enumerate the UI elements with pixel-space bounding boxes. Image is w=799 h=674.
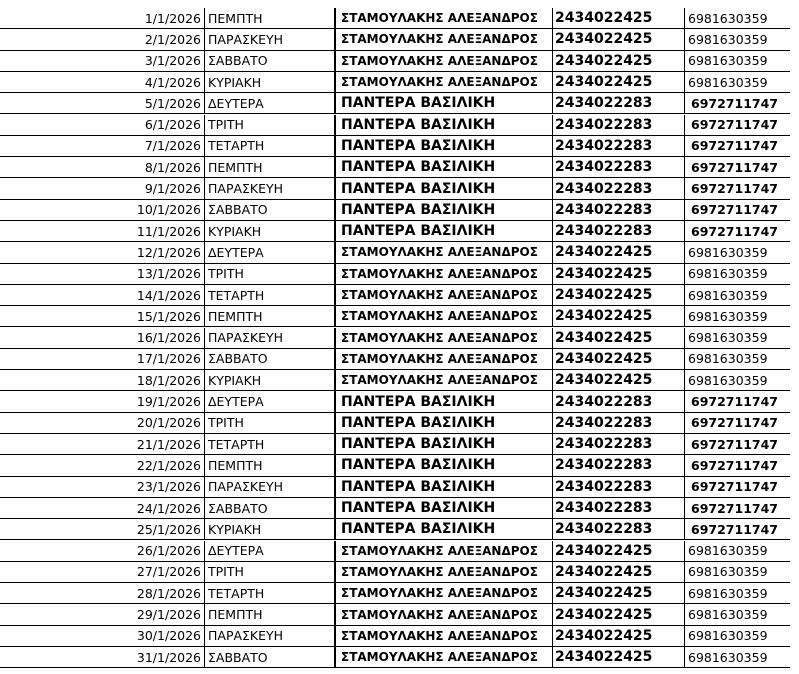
doctor-name-cell: ΠΑΝΤΕΡΑ ΒΑΣΙΛΙΚΗ (334, 93, 552, 113)
table-row (0, 519, 790, 540)
day-cell: ΣΑΒΒΑΤΟ (204, 51, 334, 71)
phone-cell: 2434022283 (552, 413, 684, 433)
day-cell: ΤΕΤΑΡΤΗ (204, 285, 334, 305)
mobile-cell: 6981630359 (684, 72, 790, 92)
mobile-cell: 6981630359 (684, 647, 790, 667)
date-cell: 7/1/2026 (144, 138, 201, 154)
phone-cell: 2434022283 (552, 498, 684, 518)
phone-cell: 2434022425 (552, 8, 684, 28)
phone-cell: 2434022283 (552, 178, 684, 198)
date-cell: 14/1/2026 (136, 287, 201, 303)
day-cell: ΠΕΜΠΤΗ (204, 157, 334, 177)
doctor-name-cell: ΠΑΝΤΕΡΑ ΒΑΣΙΛΙΚΗ (334, 498, 552, 518)
mobile-cell: 6972711747 (684, 477, 790, 497)
day-cell: ΤΡΙΤΗ (204, 115, 334, 135)
table-row (0, 264, 790, 285)
mobile-cell: 6972711747 (684, 93, 790, 113)
phone-cell: 2434022283 (552, 477, 684, 497)
day-cell: ΤΕΤΑΡΤΗ (204, 583, 334, 603)
doctor-name-cell: ΠΑΝΤΕΡΑ ΒΑΣΙΛΙΚΗ (334, 200, 552, 220)
table-row (0, 51, 790, 72)
table-row (0, 434, 790, 455)
mobile-cell: 6981630359 (684, 626, 790, 646)
phone-cell: 2434022425 (552, 349, 684, 369)
day-cell: ΚΥΡΙΑΚΗ (204, 370, 334, 390)
phone-cell: 2434022283 (552, 391, 684, 411)
day-cell: ΤΕΤΑΡΤΗ (204, 136, 334, 156)
date-cell: 17/1/2026 (136, 351, 201, 367)
date-cell: 26/1/2026 (136, 543, 201, 559)
date-cell: 19/1/2026 (136, 394, 201, 410)
mobile-cell: 6972711747 (684, 519, 790, 539)
table-row (0, 93, 790, 114)
mobile-cell: 6972711747 (684, 157, 790, 177)
doctor-name-cell: ΣΤΑΜΟΥΛΑΚΗΣ ΑΛΕΞΑΝΔΡΟΣ (334, 328, 552, 348)
date-cell: 2/1/2026 (144, 31, 201, 47)
table-row (0, 498, 790, 519)
day-cell: ΤΕΤΑΡΤΗ (204, 434, 334, 454)
doctor-name-cell: ΣΤΑΜΟΥΛΑΚΗΣ ΑΛΕΞΑΝΔΡΟΣ (334, 541, 552, 561)
table-row (0, 583, 790, 604)
date-cell: 13/1/2026 (136, 266, 201, 282)
mobile-cell: 6972711747 (684, 221, 790, 241)
mobile-cell: 6972711747 (684, 455, 790, 475)
phone-cell: 2434022425 (552, 604, 684, 624)
mobile-cell: 6981630359 (684, 8, 790, 28)
doctor-name-cell: ΣΤΑΜΟΥΛΑΚΗΣ ΑΛΕΞΑΝΔΡΟΣ (334, 285, 552, 305)
day-cell: ΠΕΜΠΤΗ (204, 306, 334, 326)
phone-cell: 2434022425 (552, 29, 684, 49)
table-row (0, 455, 790, 476)
table-row (0, 136, 790, 157)
phone-cell: 2434022425 (552, 626, 684, 646)
phone-cell: 2434022425 (552, 328, 684, 348)
table-row (0, 328, 790, 349)
phone-cell: 2434022425 (552, 51, 684, 71)
doctor-name-cell: ΣΤΑΜΟΥΛΑΚΗΣ ΑΛΕΞΑΝΔΡΟΣ (334, 370, 552, 390)
day-cell: ΔΕΥΤΕΡΑ (204, 93, 334, 113)
day-cell: ΠΑΡΑΣΚΕΥΗ (204, 29, 334, 49)
day-cell: ΚΥΡΙΑΚΗ (204, 72, 334, 92)
date-cell: 4/1/2026 (144, 74, 201, 90)
table-row (0, 391, 790, 412)
mobile-cell: 6981630359 (684, 51, 790, 71)
day-cell: ΠΕΜΠΤΗ (204, 455, 334, 475)
day-cell: ΣΑΒΒΑΤΟ (204, 498, 334, 518)
phone-cell: 2434022425 (552, 242, 684, 262)
day-cell: ΠΑΡΑΣΚΕΥΗ (204, 477, 334, 497)
day-cell: ΠΑΡΑΣΚΕΥΗ (204, 626, 334, 646)
date-cell: 23/1/2026 (136, 479, 201, 495)
phone-cell: 2434022425 (552, 583, 684, 603)
mobile-cell: 6972711747 (684, 391, 790, 411)
phone-cell: 2434022283 (552, 455, 684, 475)
table-row (0, 72, 790, 93)
date-cell: 28/1/2026 (136, 585, 201, 601)
mobile-cell: 6972711747 (684, 434, 790, 454)
doctor-name-cell: ΣΤΑΜΟΥΛΑΚΗΣ ΑΛΕΞΑΝΔΡΟΣ (334, 604, 552, 624)
doctor-name-cell: ΠΑΝΤΕΡΑ ΒΑΣΙΛΙΚΗ (334, 477, 552, 497)
phone-cell: 2434022425 (552, 72, 684, 92)
date-cell: 25/1/2026 (136, 521, 201, 537)
mobile-cell: 6981630359 (684, 370, 790, 390)
mobile-cell: 6981630359 (684, 264, 790, 284)
mobile-cell: 6981630359 (684, 306, 790, 326)
date-cell: 18/1/2026 (136, 372, 201, 388)
doctor-name-cell: ΠΑΝΤΕΡΑ ΒΑΣΙΛΙΚΗ (334, 413, 552, 433)
mobile-cell: 6981630359 (684, 29, 790, 49)
date-cell: 21/1/2026 (136, 436, 201, 452)
table-row (0, 541, 790, 562)
date-cell: 6/1/2026 (144, 117, 201, 133)
date-cell: 16/1/2026 (136, 330, 201, 346)
phone-cell: 2434022425 (552, 370, 684, 390)
table-row (0, 178, 790, 199)
doctor-name-cell: ΣΤΑΜΟΥΛΑΚΗΣ ΑΛΕΞΑΝΔΡΟΣ (334, 72, 552, 92)
phone-cell: 2434022283 (552, 136, 684, 156)
day-cell: ΚΥΡΙΑΚΗ (204, 519, 334, 539)
mobile-cell: 6972711747 (684, 498, 790, 518)
doctor-name-cell: ΠΑΝΤΕΡΑ ΒΑΣΙΛΙΚΗ (334, 519, 552, 539)
doctor-name-cell: ΣΤΑΜΟΥΛΑΚΗΣ ΑΛΕΞΑΝΔΡΟΣ (334, 29, 552, 49)
doctor-name-cell: ΣΤΑΜΟΥΛΑΚΗΣ ΑΛΕΞΑΝΔΡΟΣ (334, 583, 552, 603)
day-cell: ΠΑΡΑΣΚΕΥΗ (204, 328, 334, 348)
phone-cell: 2434022283 (552, 115, 684, 135)
day-cell: ΠΕΜΠΤΗ (204, 604, 334, 624)
table-row (0, 647, 790, 668)
table-row (0, 306, 790, 327)
day-cell: ΔΕΥΤΕΡΑ (204, 391, 334, 411)
day-cell: ΠΑΡΑΣΚΕΥΗ (204, 178, 334, 198)
date-cell: 8/1/2026 (144, 159, 201, 175)
day-cell: ΣΑΒΒΑΤΟ (204, 647, 334, 667)
doctor-name-cell: ΠΑΝΤΕΡΑ ΒΑΣΙΛΙΚΗ (334, 136, 552, 156)
doctor-name-cell: ΠΑΝΤΕΡΑ ΒΑΣΙΛΙΚΗ (334, 157, 552, 177)
table-row (0, 200, 790, 221)
date-cell: 24/1/2026 (136, 500, 201, 516)
table-row (0, 242, 790, 263)
phone-cell: 2434022283 (552, 157, 684, 177)
phone-cell: 2434022425 (552, 541, 684, 561)
date-cell: 31/1/2026 (136, 649, 201, 665)
date-cell: 11/1/2026 (136, 223, 201, 239)
doctor-name-cell: ΣΤΑΜΟΥΛΑΚΗΣ ΑΛΕΞΑΝΔΡΟΣ (334, 626, 552, 646)
day-cell: ΔΕΥΤΕΡΑ (204, 242, 334, 262)
doctor-name-cell: ΠΑΝΤΕΡΑ ΒΑΣΙΛΙΚΗ (334, 115, 552, 135)
mobile-cell: 6981630359 (684, 242, 790, 262)
mobile-cell: 6981630359 (684, 349, 790, 369)
doctor-name-cell: ΣΤΑΜΟΥΛΑΚΗΣ ΑΛΕΞΑΝΔΡΟΣ (334, 306, 552, 326)
table-row (0, 626, 790, 647)
day-cell: ΣΑΒΒΑΤΟ (204, 200, 334, 220)
day-cell: ΠΕΜΠΤΗ (204, 8, 334, 28)
phone-cell: 2434022283 (552, 200, 684, 220)
date-cell: 20/1/2026 (136, 415, 201, 431)
doctor-name-cell: ΠΑΝΤΕΡΑ ΒΑΣΙΛΙΚΗ (334, 178, 552, 198)
table-row (0, 349, 790, 370)
doctor-name-cell: ΣΤΑΜΟΥΛΑΚΗΣ ΑΛΕΞΑΝΔΡΟΣ (334, 647, 552, 667)
date-cell: 10/1/2026 (136, 202, 201, 218)
mobile-cell: 6972711747 (684, 136, 790, 156)
date-cell: 1/1/2026 (144, 10, 201, 26)
table-row (0, 115, 790, 136)
mobile-cell: 6972711747 (684, 178, 790, 198)
day-cell: ΚΥΡΙΑΚΗ (204, 221, 334, 241)
doctor-name-cell: ΣΤΑΜΟΥΛΑΚΗΣ ΑΛΕΞΑΝΔΡΟΣ (334, 264, 552, 284)
doctor-name-cell: ΣΤΑΜΟΥΛΑΚΗΣ ΑΛΕΞΑΝΔΡΟΣ (334, 51, 552, 71)
mobile-cell: 6981630359 (684, 328, 790, 348)
phone-cell: 2434022425 (552, 306, 684, 326)
phone-cell: 2434022425 (552, 647, 684, 667)
table-row (0, 604, 790, 625)
mobile-cell: 6972711747 (684, 115, 790, 135)
phone-cell: 2434022425 (552, 562, 684, 582)
date-cell: 15/1/2026 (136, 308, 201, 324)
doctor-name-cell: ΠΑΝΤΕΡΑ ΒΑΣΙΛΙΚΗ (334, 434, 552, 454)
mobile-cell: 6981630359 (684, 604, 790, 624)
table-row (0, 477, 790, 498)
day-cell: ΤΡΙΤΗ (204, 562, 334, 582)
phone-cell: 2434022425 (552, 285, 684, 305)
doctor-name-cell: ΣΤΑΜΟΥΛΑΚΗΣ ΑΛΕΞΑΝΔΡΟΣ (334, 349, 552, 369)
mobile-cell: 6981630359 (684, 583, 790, 603)
doctor-name-cell: ΠΑΝΤΕΡΑ ΒΑΣΙΛΙΚΗ (334, 391, 552, 411)
table-row (0, 221, 790, 242)
date-cell: 30/1/2026 (136, 628, 201, 644)
date-cell: 29/1/2026 (136, 607, 201, 623)
day-cell: ΣΑΒΒΑΤΟ (204, 349, 334, 369)
table-row (0, 29, 790, 50)
phone-cell: 2434022283 (552, 93, 684, 113)
doctor-name-cell: ΣΤΑΜΟΥΛΑΚΗΣ ΑΛΕΞΑΝΔΡΟΣ (334, 242, 552, 262)
mobile-cell: 6981630359 (684, 541, 790, 561)
table-row (0, 285, 790, 306)
phone-cell: 2434022283 (552, 221, 684, 241)
day-cell: ΤΡΙΤΗ (204, 264, 334, 284)
phone-cell: 2434022283 (552, 519, 684, 539)
date-cell: 9/1/2026 (144, 181, 201, 197)
table-row (0, 413, 790, 434)
table-row (0, 370, 790, 391)
date-cell: 12/1/2026 (136, 244, 201, 260)
phone-cell: 2434022283 (552, 434, 684, 454)
table-row (0, 157, 790, 178)
mobile-cell: 6972711747 (684, 413, 790, 433)
doctor-name-cell: ΠΑΝΤΕΡΑ ΒΑΣΙΛΙΚΗ (334, 455, 552, 475)
day-cell: ΤΡΙΤΗ (204, 413, 334, 433)
date-cell: 5/1/2026 (144, 95, 201, 111)
date-cell: 22/1/2026 (136, 457, 201, 473)
doctor-name-cell: ΠΑΝΤΕΡΑ ΒΑΣΙΛΙΚΗ (334, 221, 552, 241)
mobile-cell: 6981630359 (684, 285, 790, 305)
doctor-name-cell: ΣΤΑΜΟΥΛΑΚΗΣ ΑΛΕΞΑΝΔΡΟΣ (334, 8, 552, 28)
doctor-name-cell: ΣΤΑΜΟΥΛΑΚΗΣ ΑΛΕΞΑΝΔΡΟΣ (334, 562, 552, 582)
mobile-cell: 6972711747 (684, 200, 790, 220)
day-cell: ΔΕΥΤΕΡΑ (204, 541, 334, 561)
mobile-cell: 6981630359 (684, 562, 790, 582)
table-row (0, 8, 790, 29)
date-cell: 27/1/2026 (136, 564, 201, 580)
date-cell: 3/1/2026 (144, 53, 201, 69)
table-row (0, 562, 790, 583)
phone-cell: 2434022425 (552, 264, 684, 284)
